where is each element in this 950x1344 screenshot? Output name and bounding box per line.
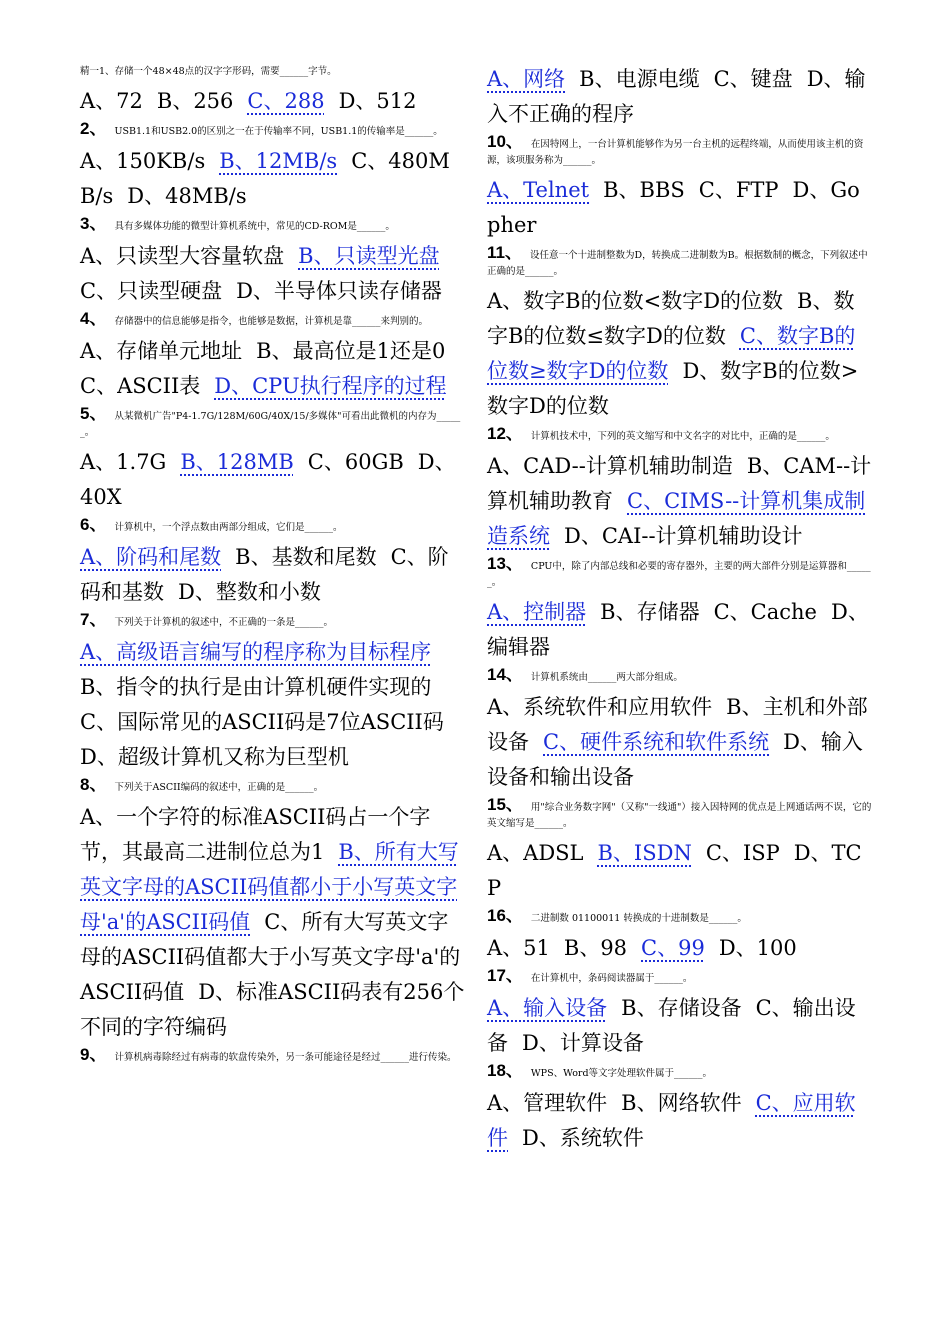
question-stem <box>487 908 872 927</box>
answer-option[interactable]: C、288 <box>247 89 325 113</box>
option-group <box>487 931 872 966</box>
option[interactable]: D、整数和小数 <box>178 580 321 604</box>
question-number: 15、 <box>487 795 523 814</box>
question-stem <box>80 1047 465 1066</box>
question-block <box>80 517 465 610</box>
answer-option[interactable]: C、硬件系统和软件系统 <box>543 730 770 754</box>
option-group <box>487 284 872 424</box>
option[interactable]: D、48MB/s <box>127 184 247 208</box>
question-stem <box>80 612 465 631</box>
option[interactable]: A、管理软件 <box>487 1091 608 1115</box>
option[interactable]: A、1.7G <box>80 450 167 474</box>
question-text: 精一1、存储一个48×48点的汉字字形码，需要______字节。 <box>80 66 337 77</box>
question-text: 计算机技术中，下列的英文缩写和中文名字的对比中，正确的是______。 <box>530 431 835 442</box>
option[interactable]: D、40X <box>80 450 456 509</box>
option[interactable]: B、电源电缆 <box>579 67 700 91</box>
question-text: 计算机系统由______两大部分组成。 <box>530 672 683 683</box>
question-stem <box>80 777 465 796</box>
option[interactable]: B、最高位是1还是0 <box>256 339 446 363</box>
answer-option[interactable]: B、只读型光盘 <box>298 244 440 268</box>
question-block-continued <box>487 62 872 132</box>
option[interactable]: C、所有大写英文字母的ASCII码值都大于小写英文字母'a'的ASCII码值 <box>80 910 461 1004</box>
option[interactable]: B、网络软件 <box>621 1091 742 1115</box>
question-block <box>80 406 465 515</box>
question-number: 16、 <box>487 906 523 925</box>
option-group <box>487 595 872 665</box>
option[interactable]: D、编辑器 <box>487 600 869 659</box>
question-text: 二进制数 01100011 转换成的十进制数是______。 <box>530 913 747 924</box>
option[interactable]: B、BBS <box>603 178 685 202</box>
question-number: 14、 <box>487 665 523 684</box>
question-text: 下列关于ASCII编码的叙述中，正确的是______。 <box>114 782 324 793</box>
option[interactable]: A、存储单元地址 <box>80 339 243 363</box>
option-group <box>487 991 872 1061</box>
question-text: 用"综合业务数字网"（又称"一线通"）接入因特网的优点是上网通话两不误，它的英文缩写是______。 <box>487 802 872 829</box>
question-number: 5、 <box>80 404 107 423</box>
question-block <box>80 1047 465 1066</box>
option-group <box>487 690 872 795</box>
option[interactable]: C、480MB/s <box>80 149 450 208</box>
option[interactable]: C、FTP <box>698 178 779 202</box>
option[interactable]: C、键盘 <box>713 67 793 91</box>
option-group <box>487 173 872 243</box>
option-group <box>80 144 465 214</box>
answer-option[interactable]: A、阶码和尾数 <box>80 545 222 569</box>
option[interactable]: A、72 <box>80 89 143 113</box>
option[interactable]: D、512 <box>338 89 417 113</box>
question-text: 计算机中，一个浮点数由两部分组成，它们是______。 <box>114 522 343 533</box>
option-group <box>80 239 465 309</box>
question-stem <box>487 968 872 987</box>
option[interactable]: C、国际常见的ASCII码是7位ASCII码 <box>80 710 444 734</box>
question-number: 13、 <box>487 554 523 573</box>
question-text: 具有多媒体功能的微型计算机系统中，常见的CD-ROM是______。 <box>114 221 395 232</box>
question-block <box>487 1063 872 1156</box>
question-text: WPS、Word等文字处理软件属于______。 <box>530 1068 713 1079</box>
option[interactable]: B、基数和尾数 <box>235 545 377 569</box>
option[interactable]: D、半导体只读存储器 <box>236 279 442 303</box>
question-block <box>487 134 872 243</box>
question-block <box>80 216 465 309</box>
question-stem <box>487 797 872 832</box>
option[interactable]: D、CAI--计算机辅助设计 <box>564 524 803 548</box>
option[interactable]: C、Cache <box>713 600 817 624</box>
question-block <box>487 797 872 906</box>
question-number: 10、 <box>487 132 523 151</box>
answer-option[interactable]: A、输入设备 <box>487 996 608 1020</box>
question-text: 存储器中的信息能够是指令，也能够是数据，计算机是靠______来判别的。 <box>114 316 428 327</box>
answer-option[interactable]: C、99 <box>641 936 705 960</box>
question-block <box>487 667 872 795</box>
option-group <box>487 62 872 132</box>
option[interactable]: C、输出设备 <box>487 996 856 1055</box>
option[interactable]: C、只读型硬盘 <box>80 279 223 303</box>
option[interactable]: B、存储器 <box>600 600 700 624</box>
question-block <box>487 245 872 424</box>
question-number: 8、 <box>80 775 107 794</box>
answer-option[interactable]: A、网络 <box>487 67 566 91</box>
question-text: 在计算机中，条码阅读器属于______。 <box>530 973 693 984</box>
question-number: 6、 <box>80 515 107 534</box>
option[interactable]: A、一个字符的标准ASCII码占一个字节，其最高二进制位总为1 <box>80 805 431 864</box>
right-column <box>487 62 872 1158</box>
option[interactable]: C、阶码和基数 <box>80 545 449 604</box>
answer-option[interactable]: A、Telnet <box>487 178 590 202</box>
option[interactable]: C、ASCII表 <box>80 374 201 398</box>
question-number: 4、 <box>80 309 107 328</box>
question-number: 9、 <box>80 1045 107 1064</box>
question-stem <box>487 134 872 169</box>
answer-option[interactable]: B、12MB/s <box>219 149 338 173</box>
question-block <box>80 777 465 1045</box>
question-number: 11、 <box>487 243 522 262</box>
option[interactable]: C、ISP <box>705 841 780 865</box>
option[interactable]: B、98 <box>563 936 628 960</box>
question-block <box>487 968 872 1061</box>
option-group <box>80 635 465 775</box>
answer-option[interactable]: A、控制器 <box>487 600 587 624</box>
question-text: CPU中，除了内部总线和必要的寄存器外，主要的两大部件分别是运算器和______。 <box>487 561 871 588</box>
option[interactable]: B、指令的执行是由计算机硬件实现的 <box>80 675 432 699</box>
option[interactable]: D、超级计算机又称为巨型机 <box>80 745 349 769</box>
option[interactable]: A、150KB/s <box>80 149 206 173</box>
option[interactable]: A、只读型大容量软盘 <box>80 244 285 268</box>
question-block <box>80 612 465 775</box>
option-group <box>487 449 872 554</box>
answer-option[interactable]: A、高级语言编写的程序称为目标程序 <box>80 640 432 664</box>
question-block <box>80 121 465 214</box>
answer-option[interactable]: C、数字B的位数≥数字D的位数 <box>487 324 856 383</box>
option-group <box>80 445 465 515</box>
option[interactable]: C、60GB <box>307 450 404 474</box>
question-stem <box>80 64 465 80</box>
question-number: 3、 <box>80 214 107 233</box>
option[interactable]: B、存储设备 <box>621 996 742 1020</box>
option[interactable]: D、输入设备和输出设备 <box>487 730 863 789</box>
option[interactable]: D、TCP <box>487 841 862 900</box>
question-stem <box>80 406 465 441</box>
answer-option[interactable]: C、应用软件 <box>487 1091 856 1150</box>
option[interactable]: B、256 <box>156 89 234 113</box>
option[interactable]: D、系统软件 <box>522 1126 644 1150</box>
option[interactable]: D、标准ASCII码表有256个不同的字符编码 <box>80 980 465 1039</box>
option[interactable]: B、CAM--计算机辅助教育 <box>487 454 872 513</box>
question-block <box>487 426 872 554</box>
answer-option[interactable]: D、CPU执行程序的过程 <box>214 374 447 398</box>
question-block <box>80 311 465 404</box>
option-group <box>487 836 872 906</box>
question-stem <box>80 311 465 330</box>
question-number: 18、 <box>487 1061 523 1080</box>
question-stem <box>487 556 872 591</box>
option[interactable]: A、ADSL <box>487 841 584 865</box>
question-block <box>487 908 872 966</box>
option[interactable]: D、输入不正确的程序 <box>487 67 866 126</box>
question-stem <box>80 216 465 235</box>
question-block <box>80 64 465 119</box>
question-stem <box>80 517 465 536</box>
option-group <box>80 800 465 1045</box>
option-group <box>487 1086 872 1156</box>
answer-option[interactable]: C、CIMS--计算机集成制造系统 <box>487 489 866 548</box>
question-text: USB1.1和USB2.0的区别之一在于传输率不同，USB1.1的传输率是______。 <box>114 126 443 137</box>
question-stem <box>487 245 872 280</box>
question-stem <box>487 667 872 686</box>
question-stem <box>487 426 872 445</box>
question-stem <box>80 121 465 140</box>
option[interactable]: A、51 <box>487 936 550 960</box>
option-group <box>80 540 465 610</box>
option[interactable]: B、数字B的位数≤数字D的位数 <box>487 289 855 348</box>
question-number: 7、 <box>80 610 107 629</box>
option[interactable]: D、100 <box>718 936 797 960</box>
option[interactable]: D、计算设备 <box>522 1031 644 1055</box>
question-number: 17、 <box>487 966 523 985</box>
question-stem <box>487 1063 872 1082</box>
option-group <box>80 334 465 404</box>
option[interactable]: B、主机和外部设备 <box>487 695 868 754</box>
option-group <box>80 84 465 119</box>
option[interactable]: A、数字B的位数<数字D的位数 <box>487 289 784 313</box>
option[interactable]: D、Gopher <box>487 178 860 237</box>
question-text: 计算机病毒除经过有病毒的软盘传染外，另一条可能途径是经过______进行传染。 <box>114 1052 457 1063</box>
question-number: 12、 <box>487 424 523 443</box>
question-text: 从某微机广告"P4-1.7G/128M/60G/40X/15/多媒体"可看出此微机的内存为______。 <box>80 411 461 438</box>
question-block <box>487 556 872 665</box>
option[interactable]: A、系统软件和应用软件 <box>487 695 713 719</box>
answer-option[interactable]: B、128MB <box>180 450 294 474</box>
option[interactable]: D、数字B的位数>数字D的位数 <box>487 359 859 418</box>
left-column <box>80 62 465 1070</box>
answer-option[interactable]: B、所有大写英文字母的ASCII码值都小于小写英文字母'a'的ASCII码值 <box>80 840 459 934</box>
option[interactable]: A、CAD--计算机辅助制造 <box>487 454 733 478</box>
question-text: 设任意一个十进制整数为D，转换成二进制数为B。根据数制的概念，下列叙述中正确的是______。 <box>487 250 868 277</box>
question-text: 在因特网上，一台计算机能够作为另一台主机的远程终端，从而使用该主机的资源，该项服务称为______。 <box>487 139 864 166</box>
question-text: 下列关于计算机的叙述中，不正确的一条是______。 <box>114 617 333 628</box>
question-number: 2、 <box>80 119 107 138</box>
answer-option[interactable]: B、ISDN <box>597 841 692 865</box>
